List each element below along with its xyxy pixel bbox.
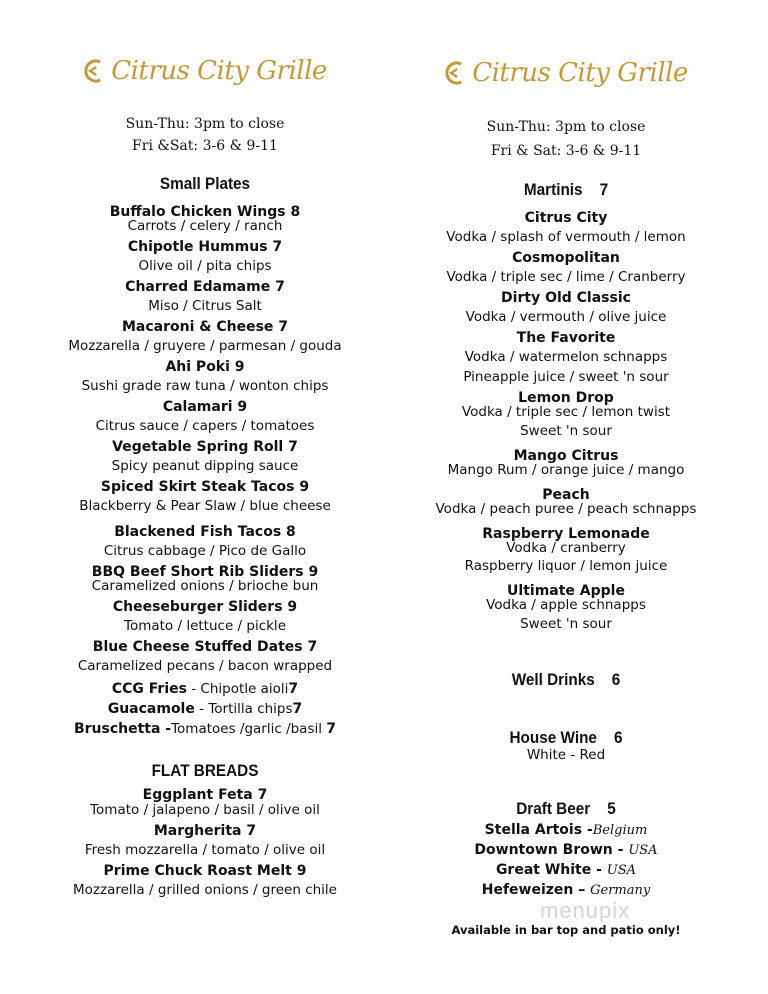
drink-name: Raspberry Lemonade xyxy=(482,526,650,542)
beer-name: Downtown Brown - xyxy=(474,842,629,858)
menu-item-desc: Sushi grade raw tuna / wonton chips xyxy=(81,378,329,394)
menu-item-desc: Spicy peanut dipping sauce xyxy=(111,458,299,474)
citrus-logo-icon xyxy=(83,58,105,84)
availability-note: Available in bar top and patio only! xyxy=(451,923,681,937)
beer-name: Stella Artois - xyxy=(484,822,593,838)
section-price: 7 xyxy=(599,180,609,199)
section-title-house-wine xyxy=(424,729,708,746)
drink-desc: Vodka / splash of vermouth / lemon xyxy=(446,229,686,245)
drink-desc: Vodka / peach puree / peach schnapps xyxy=(435,501,697,517)
section-title-flat-breads: FLAT BREADS xyxy=(151,761,259,780)
menu-item-name: Prime Chuck Roast Melt 9 xyxy=(103,863,307,879)
section-price: 6 xyxy=(611,670,621,689)
menu-item-name: Chipotle Hummus 7 xyxy=(127,239,283,255)
drink-name: Mango Citrus xyxy=(513,448,619,464)
menu-item-price: 7 xyxy=(288,681,299,697)
drink-desc: Vodka / cranberry xyxy=(506,540,626,556)
beer-item xyxy=(408,843,724,857)
drink-name: Citrus City xyxy=(524,210,608,226)
watermark: menupix xyxy=(540,898,631,923)
menu-item-name: Charred Edamame 7 xyxy=(125,279,285,295)
menu-item-price: 7 xyxy=(326,721,337,737)
drink-name: Lemon Drop xyxy=(518,390,614,406)
drink-desc: Vodka / triple sec / lime / Cranberry xyxy=(446,269,686,285)
citrus-logo-icon xyxy=(444,60,466,86)
hours-weekday: Sun-Thu: 3pm to close xyxy=(125,116,285,132)
section-title: Draft Beer xyxy=(516,799,591,818)
menu-item-name: Blackened Fish Tacos 8 xyxy=(114,524,296,540)
menu-item-desc: Tomato / lettuce / pickle xyxy=(124,618,286,634)
menu-item-desc: Caramelized onions / brioche bun xyxy=(91,578,319,594)
menu-item-name: Cheeseburger Sliders 9 xyxy=(112,599,298,615)
menu-item-inline xyxy=(42,700,368,717)
drink-desc: Vodka / vermouth / olive juice xyxy=(465,309,667,325)
hours-weekend: Fri &Sat: 3-6 & 9-11 xyxy=(132,138,278,154)
menu-item-name: Vegetable Spring Roll 7 xyxy=(112,439,298,455)
section-title: Well Drinks xyxy=(511,670,595,689)
menu-item-name: Blue Cheese Stuffed Dates 7 xyxy=(92,639,318,655)
menu-item-name: Spiced Skirt Steak Tacos 9 xyxy=(100,479,310,495)
menu-item-desc: Blackberry & Pear Slaw / blue cheese xyxy=(79,498,331,514)
section-title-well-drinks xyxy=(424,671,708,688)
menu-item-desc: Tomatoes /garlic /basil xyxy=(171,721,327,737)
drink-desc: Sweet 'n sour xyxy=(520,423,612,439)
section-title-draft-beer xyxy=(424,800,708,817)
brand-name: Citrus City Grille xyxy=(111,56,327,86)
menu-item-name: Margherita 7 xyxy=(153,823,257,839)
drink-name: Cosmopolitan xyxy=(512,250,620,266)
brand-logo xyxy=(83,56,327,86)
menu-item-desc: Mozzarella / gruyere / parmesan / gouda xyxy=(68,338,342,354)
section-price: 5 xyxy=(607,799,616,818)
beer-name: Great White - xyxy=(495,862,607,878)
section-title: Martinis xyxy=(523,180,583,199)
beer-country: Germany xyxy=(590,883,651,898)
beer-item xyxy=(408,883,724,897)
drink-name: Dirty Old Classic xyxy=(501,290,631,306)
menu-item-name: Eggplant Feta 7 xyxy=(142,787,268,803)
section-title: House Wine xyxy=(509,728,597,747)
menu-item-desc: Tortilla chips xyxy=(208,701,293,717)
drink-desc: Pineapple juice / sweet 'n sour xyxy=(463,369,669,385)
drink-desc: Vodka / watermelon schnapps xyxy=(464,349,668,365)
drink-desc: Sweet 'n sour xyxy=(520,616,612,632)
menu-item-desc: Fresh mozzarella / tomato / olive oil xyxy=(84,842,326,858)
house-wine-desc: White - Red xyxy=(526,747,606,763)
beer-item xyxy=(408,823,724,837)
menu-item-desc: Carrots / celery / ranch xyxy=(127,218,283,234)
menu-item-sep: - xyxy=(186,681,201,697)
beer-country: USA xyxy=(628,843,658,858)
menu-item-sep: - xyxy=(160,721,172,737)
menu-item-inline xyxy=(42,680,368,697)
drink-name: Peach xyxy=(542,487,590,503)
menu-item-desc: Mozzarella / grilled onions / green chile xyxy=(73,882,337,898)
drink-name: The Favorite xyxy=(516,330,616,346)
menu-item-desc: Citrus cabbage / Pico de Gallo xyxy=(103,543,307,559)
menu-item-sep: - xyxy=(194,701,209,717)
beer-item xyxy=(408,863,724,877)
menu-item-desc: Caramelized pecans / bacon wrapped xyxy=(77,658,333,674)
menu-item-name: Macaroni & Cheese 7 xyxy=(121,319,289,335)
section-title-martinis xyxy=(424,181,708,198)
menu-item-name: Calamari 9 xyxy=(162,399,248,415)
drink-desc: Raspberry liquor / lemon juice xyxy=(464,558,668,574)
menu-item-desc: Chipotle aioli xyxy=(200,681,289,697)
drink-name: Ultimate Apple xyxy=(507,583,625,599)
brand-name: Citrus City Grille xyxy=(472,58,688,88)
drink-desc: Vodka / apple schnapps xyxy=(486,597,646,613)
drink-desc: Vodka / triple sec / lemon twist xyxy=(461,404,671,420)
menu-item-price: 7 xyxy=(292,701,303,717)
hours-weekend: Fri & Sat: 3-6 & 9-11 xyxy=(490,143,642,159)
menu-item-desc: Olive oil / pita chips xyxy=(138,258,272,274)
beer-country: USA xyxy=(606,863,637,878)
menu-item-name: CCG Fries xyxy=(111,681,187,697)
menu-item-name: Bruschetta xyxy=(73,721,161,737)
menu-item-inline xyxy=(42,720,368,737)
menu-item-desc: Tomato / jalapeno / basil / olive oil xyxy=(90,802,320,818)
brand-logo xyxy=(444,58,688,88)
menu-item-name: Ahi Poki 9 xyxy=(165,359,245,375)
hours-weekday: Sun-Thu: 3pm to close xyxy=(486,119,646,135)
menu-item-name: Buffalo Chicken Wings 8 xyxy=(109,204,301,220)
menu-item-desc: Citrus sauce / capers / tomatoes xyxy=(95,418,315,434)
menu-item-name: Guacamole xyxy=(107,701,195,717)
menu-item-desc: Miso / Citrus Salt xyxy=(148,298,262,314)
menu-item-name: BBQ Beef Short Rib Sliders 9 xyxy=(91,564,319,580)
beer-country: Belgium xyxy=(592,823,648,838)
section-title-small-plates: Small Plates xyxy=(159,174,251,193)
section-price: 6 xyxy=(613,728,623,747)
drink-desc: Mango Rum / orange juice / mango xyxy=(447,462,685,478)
beer-name: Hefeweizen – xyxy=(481,882,591,898)
